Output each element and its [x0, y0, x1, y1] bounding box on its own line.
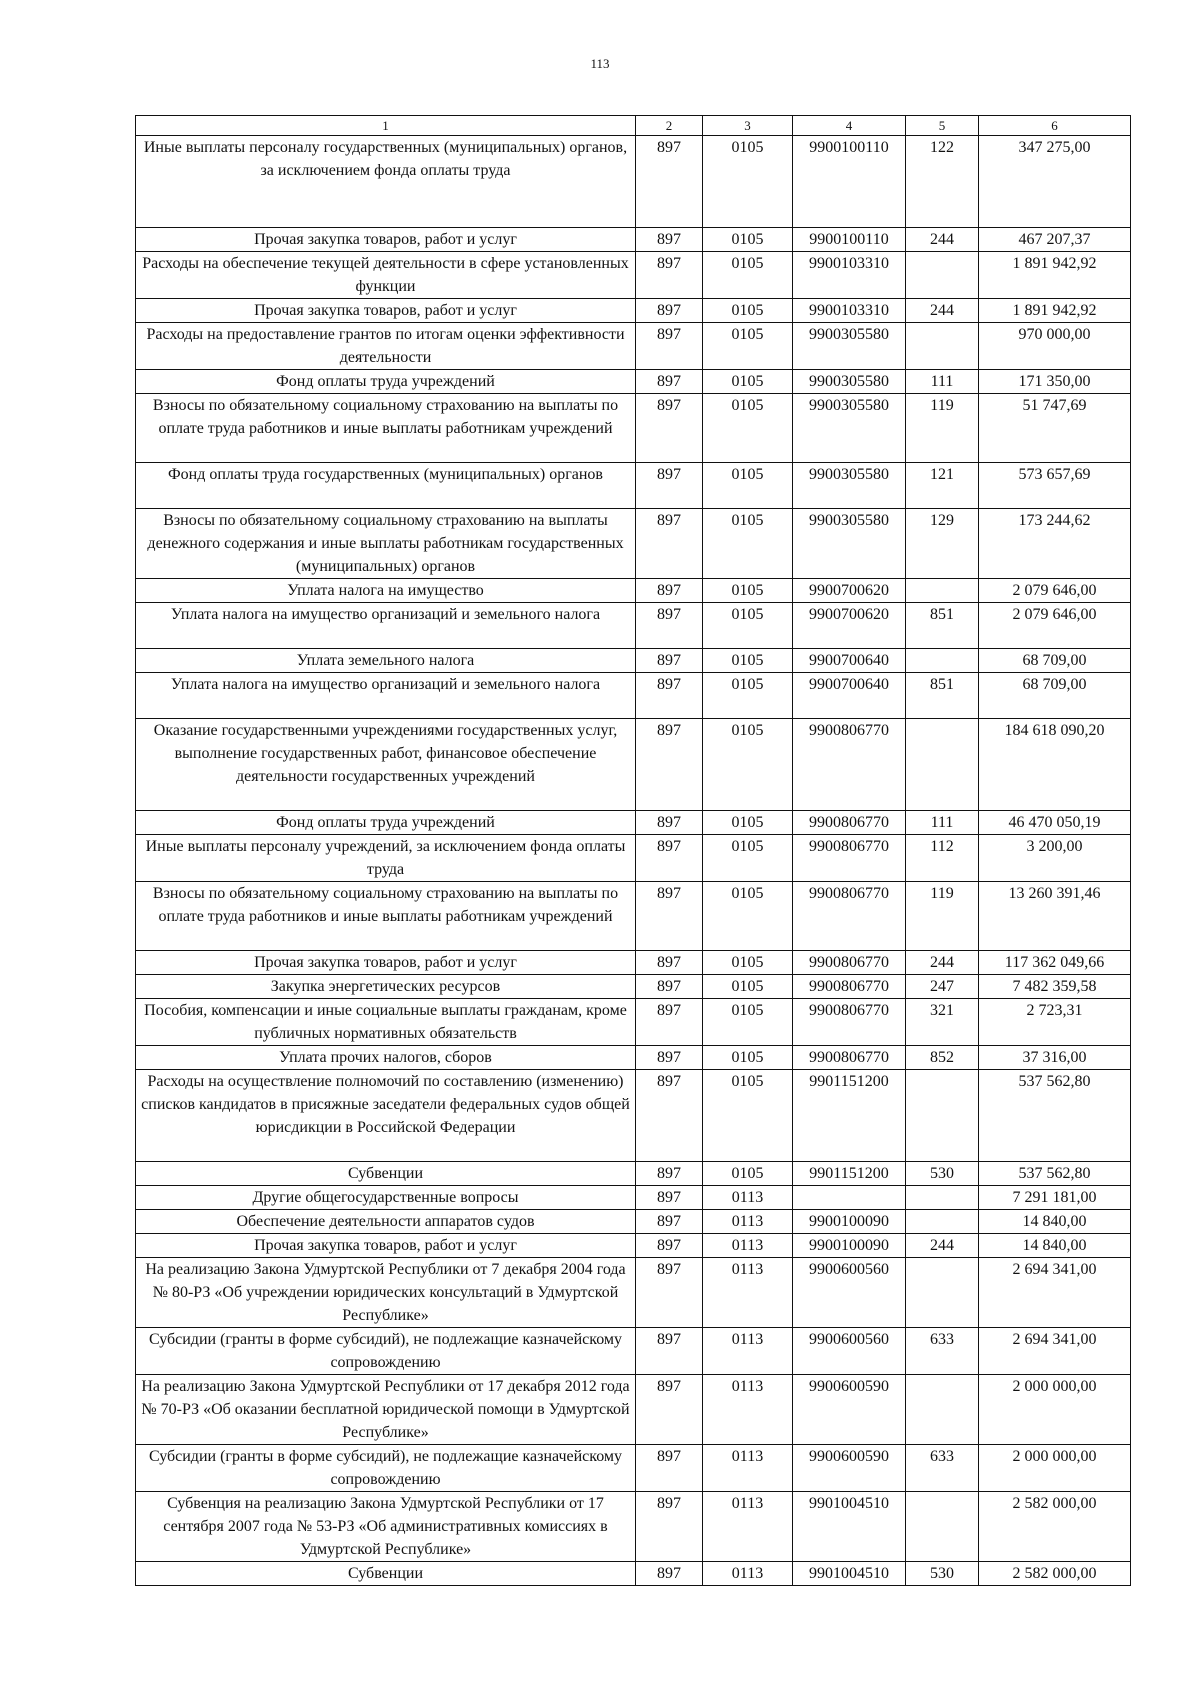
section-code: 0105 [703, 673, 793, 719]
table-row [136, 1210, 1131, 1234]
table-row [136, 252, 1131, 299]
amount: 14 840,00 [979, 1234, 1131, 1258]
section-code: 0105 [703, 579, 793, 603]
ministry-code: 897 [636, 228, 703, 252]
amount: 2 079 646,00 [979, 579, 1131, 603]
section-code: 0113 [703, 1186, 793, 1210]
table-row [136, 1046, 1131, 1070]
target-article-code: 9900700640 [793, 649, 906, 673]
table-row [136, 323, 1131, 370]
table-row [136, 1258, 1131, 1328]
target-article-code: 9900305580 [793, 509, 906, 579]
ministry-code: 897 [636, 1234, 703, 1258]
expense-name: Субсидии (гранты в форме субсидий), не подлежащие казначейскому сопровождению [136, 1328, 636, 1375]
table-row [136, 1492, 1131, 1562]
expense-type-code: 121 [906, 463, 979, 509]
expense-type-code [906, 1375, 979, 1445]
expense-type-code [906, 323, 979, 370]
target-article-code: 9900100090 [793, 1210, 906, 1234]
target-article-code: 9900806770 [793, 882, 906, 951]
section-code: 0113 [703, 1328, 793, 1375]
expense-type-code [906, 649, 979, 673]
ministry-code: 897 [636, 463, 703, 509]
section-code: 0113 [703, 1562, 793, 1586]
table-row [136, 719, 1131, 811]
ministry-code: 897 [636, 579, 703, 603]
header-col-6: 6 [979, 116, 1131, 136]
amount: 537 562,80 [979, 1070, 1131, 1162]
section-code: 0105 [703, 1046, 793, 1070]
header-col-3: 3 [703, 116, 793, 136]
ministry-code: 897 [636, 1258, 703, 1328]
table-row [136, 136, 1131, 228]
expense-name: Субвенция на реализацию Закона Удмуртской Республики от 17 сентября 2007 года № 53-РЗ «Об административных комиссиях в Удмуртской Республике» [136, 1492, 636, 1562]
amount: 51 747,69 [979, 394, 1131, 463]
target-article-code: 9900305580 [793, 394, 906, 463]
target-article-code: 9900806770 [793, 811, 906, 835]
amount: 184 618 090,20 [979, 719, 1131, 811]
section-code: 0113 [703, 1445, 793, 1492]
expense-type-code: 244 [906, 1234, 979, 1258]
section-code: 0105 [703, 136, 793, 228]
expense-type-code [906, 1186, 979, 1210]
ministry-code: 897 [636, 811, 703, 835]
expense-type-code [906, 1070, 979, 1162]
target-article-code: 9900305580 [793, 463, 906, 509]
section-code: 0105 [703, 299, 793, 323]
expense-type-code [906, 719, 979, 811]
expense-name: Расходы на осуществление полномочий по составлению (изменению) списков кандидатов в присяжные заседатели федеральных судов общей юрисдикции в Российской Федерации [136, 1070, 636, 1162]
expense-type-code: 633 [906, 1328, 979, 1375]
expense-type-code: 633 [906, 1445, 979, 1492]
ministry-code: 897 [636, 835, 703, 882]
expense-name: Субсидии (гранты в форме субсидий), не подлежащие казначейскому сопровождению [136, 1445, 636, 1492]
ministry-code: 897 [636, 1562, 703, 1586]
expense-type-code: 244 [906, 299, 979, 323]
expense-name: Субвенции [136, 1562, 636, 1586]
header-col-2: 2 [636, 116, 703, 136]
table-row [136, 603, 1131, 649]
table-row [136, 649, 1131, 673]
ministry-code: 897 [636, 1328, 703, 1375]
target-article-code: 9900600590 [793, 1445, 906, 1492]
amount: 1 891 942,92 [979, 252, 1131, 299]
section-code: 0105 [703, 999, 793, 1046]
ministry-code: 897 [636, 975, 703, 999]
section-code: 0105 [703, 835, 793, 882]
expense-type-code: 129 [906, 509, 979, 579]
ministry-code: 897 [636, 882, 703, 951]
expense-type-code [906, 579, 979, 603]
section-code: 0105 [703, 463, 793, 509]
target-article-code: 9900103310 [793, 299, 906, 323]
ministry-code: 897 [636, 1186, 703, 1210]
amount: 573 657,69 [979, 463, 1131, 509]
target-article-code: 9900100110 [793, 228, 906, 252]
expense-type-code: 119 [906, 882, 979, 951]
table-row [136, 1070, 1131, 1162]
expense-type-code: 244 [906, 228, 979, 252]
section-code: 0105 [703, 951, 793, 975]
amount: 2 000 000,00 [979, 1375, 1131, 1445]
target-article-code: 9900806770 [793, 999, 906, 1046]
ministry-code: 897 [636, 1070, 703, 1162]
table-row [136, 1162, 1131, 1186]
ministry-code: 897 [636, 1445, 703, 1492]
table-row [136, 951, 1131, 975]
expense-type-code: 851 [906, 603, 979, 649]
section-code: 0105 [703, 811, 793, 835]
target-article-code [793, 1186, 906, 1210]
amount: 537 562,80 [979, 1162, 1131, 1186]
expense-type-code [906, 1258, 979, 1328]
expense-type-code [906, 1492, 979, 1562]
amount: 46 470 050,19 [979, 811, 1131, 835]
target-article-code: 9900103310 [793, 252, 906, 299]
amount: 970 000,00 [979, 323, 1131, 370]
expense-type-code: 851 [906, 673, 979, 719]
target-article-code: 9901151200 [793, 1070, 906, 1162]
expense-name: Уплата прочих налогов, сборов [136, 1046, 636, 1070]
expense-type-code: 321 [906, 999, 979, 1046]
expense-name: Уплата земельного налога [136, 649, 636, 673]
table-row [136, 1186, 1131, 1210]
section-code: 0105 [703, 649, 793, 673]
amount: 7 291 181,00 [979, 1186, 1131, 1210]
target-article-code: 9900100110 [793, 136, 906, 228]
target-article-code: 9900806770 [793, 835, 906, 882]
table-row [136, 1445, 1131, 1492]
expense-type-code: 244 [906, 951, 979, 975]
expense-name: Пособия, компенсации и иные социальные выплаты гражданам, кроме публичных нормативных обязательств [136, 999, 636, 1046]
section-code: 0105 [703, 323, 793, 370]
table-row [136, 463, 1131, 509]
amount: 2 694 341,00 [979, 1258, 1131, 1328]
target-article-code: 9900806770 [793, 951, 906, 975]
target-article-code: 9901004510 [793, 1492, 906, 1562]
expense-type-code: 247 [906, 975, 979, 999]
target-article-code: 9900700620 [793, 603, 906, 649]
amount: 2 582 000,00 [979, 1562, 1131, 1586]
section-code: 0105 [703, 228, 793, 252]
expense-type-code: 112 [906, 835, 979, 882]
expense-type-code [906, 252, 979, 299]
expense-name: Взносы по обязательному социальному страхованию на выплаты денежного содержания и иные выплаты работникам государственных (муниципальных) органов [136, 509, 636, 579]
table-row [136, 975, 1131, 999]
table-row [136, 999, 1131, 1046]
expense-name: Прочая закупка товаров, работ и услуг [136, 1234, 636, 1258]
expense-name: На реализацию Закона Удмуртской Республики от 17 декабря 2012 года № 70-РЗ «Об оказании бесплатной юридической помощи в Удмуртской Республике» [136, 1375, 636, 1445]
section-code: 0105 [703, 1162, 793, 1186]
table-body [136, 136, 1131, 1586]
amount: 68 709,00 [979, 649, 1131, 673]
target-article-code: 9900100090 [793, 1234, 906, 1258]
expense-name: Расходы на обеспечение текущей деятельности в сфере установленных функции [136, 252, 636, 299]
amount: 117 362 049,66 [979, 951, 1131, 975]
ministry-code: 897 [636, 136, 703, 228]
section-code: 0113 [703, 1234, 793, 1258]
expense-name: Расходы на предоставление грантов по итогам оценки эффективности деятельности [136, 323, 636, 370]
ministry-code: 897 [636, 1210, 703, 1234]
header-row [136, 116, 1131, 136]
amount: 3 200,00 [979, 835, 1131, 882]
section-code: 0113 [703, 1210, 793, 1234]
expense-name: Фонд оплаты труда учреждений [136, 370, 636, 394]
amount: 2 000 000,00 [979, 1445, 1131, 1492]
page-number: 113 [590, 56, 610, 71]
ministry-code: 897 [636, 999, 703, 1046]
table-row [136, 1234, 1131, 1258]
section-code: 0105 [703, 509, 793, 579]
target-article-code: 9900600560 [793, 1258, 906, 1328]
expense-name: Прочая закупка товаров, работ и услуг [136, 299, 636, 323]
expense-type-code: 122 [906, 136, 979, 228]
expense-type-code: 119 [906, 394, 979, 463]
amount: 37 316,00 [979, 1046, 1131, 1070]
amount: 2 694 341,00 [979, 1328, 1131, 1375]
expense-type-code: 852 [906, 1046, 979, 1070]
amount: 7 482 359,58 [979, 975, 1131, 999]
target-article-code: 9900600590 [793, 1375, 906, 1445]
amount: 347 275,00 [979, 136, 1131, 228]
expense-name: Оказание государственными учреждениями государственных услуг, выполнение государственных работ, финансовое обеспечение деятельности государственных учреждений [136, 719, 636, 811]
table-row [136, 394, 1131, 463]
expense-name: Взносы по обязательному социальному страхованию на выплаты по оплате труда работников и иные выплаты работникам учреждений [136, 394, 636, 463]
ministry-code: 897 [636, 719, 703, 811]
section-code: 0105 [703, 975, 793, 999]
amount: 2 582 000,00 [979, 1492, 1131, 1562]
amount: 467 207,37 [979, 228, 1131, 252]
target-article-code: 9900806770 [793, 719, 906, 811]
ministry-code: 897 [636, 603, 703, 649]
section-code: 0105 [703, 394, 793, 463]
expense-type-code: 111 [906, 370, 979, 394]
section-code: 0105 [703, 603, 793, 649]
target-article-code: 9900700620 [793, 579, 906, 603]
section-code: 0105 [703, 252, 793, 299]
expense-type-code: 530 [906, 1162, 979, 1186]
amount: 14 840,00 [979, 1210, 1131, 1234]
section-code: 0113 [703, 1375, 793, 1445]
ministry-code: 897 [636, 370, 703, 394]
expense-name: Субвенции [136, 1162, 636, 1186]
table-row [136, 1375, 1131, 1445]
table-row [136, 299, 1131, 323]
expense-type-code: 111 [906, 811, 979, 835]
header-col-4: 4 [793, 116, 906, 136]
amount: 2 079 646,00 [979, 603, 1131, 649]
expense-name: Уплата налога на имущество организаций и земельного налога [136, 603, 636, 649]
target-article-code: 9900305580 [793, 370, 906, 394]
section-code: 0113 [703, 1492, 793, 1562]
expense-name: Иные выплаты персоналу учреждений, за исключением фонда оплаты труда [136, 835, 636, 882]
target-article-code: 9901004510 [793, 1562, 906, 1586]
table-row [136, 811, 1131, 835]
ministry-code: 897 [636, 1492, 703, 1562]
expense-name: Уплата налога на имущество организаций и земельного налога [136, 673, 636, 719]
section-code: 0105 [703, 1070, 793, 1162]
amount: 68 709,00 [979, 673, 1131, 719]
table-row [136, 1328, 1131, 1375]
expense-name: Фонд оплаты труда учреждений [136, 811, 636, 835]
amount: 1 891 942,92 [979, 299, 1131, 323]
ministry-code: 897 [636, 509, 703, 579]
table-header [136, 116, 1131, 136]
amount: 171 350,00 [979, 370, 1131, 394]
ministry-code: 897 [636, 323, 703, 370]
expense-name: Фонд оплаты труда государственных (муниципальных) органов [136, 463, 636, 509]
table-row [136, 882, 1131, 951]
target-article-code: 9900700640 [793, 673, 906, 719]
target-article-code: 9900806770 [793, 975, 906, 999]
target-article-code: 9900806770 [793, 1046, 906, 1070]
table-row [136, 509, 1131, 579]
amount: 13 260 391,46 [979, 882, 1131, 951]
table-row [136, 228, 1131, 252]
expense-type-code: 530 [906, 1562, 979, 1586]
header-col-1: 1 [136, 116, 636, 136]
ministry-code: 897 [636, 1046, 703, 1070]
expense-type-code [906, 1210, 979, 1234]
ministry-code: 897 [636, 649, 703, 673]
ministry-code: 897 [636, 299, 703, 323]
table-row [136, 370, 1131, 394]
target-article-code: 9901151200 [793, 1162, 906, 1186]
expense-name: Взносы по обязательному социальному страхованию на выплаты по оплате труда работников и иные выплаты работникам учреждений [136, 882, 636, 951]
expense-name: Закупка энергетических ресурсов [136, 975, 636, 999]
budget-table [135, 115, 1131, 1586]
target-article-code: 9900305580 [793, 323, 906, 370]
ministry-code: 897 [636, 1162, 703, 1186]
section-code: 0105 [703, 370, 793, 394]
header-col-5: 5 [906, 116, 979, 136]
expense-name: Другие общегосударственные вопросы [136, 1186, 636, 1210]
table-row [136, 579, 1131, 603]
expense-name: Иные выплаты персоналу государственных (муниципальных) органов, за исключением фонда оплаты труда [136, 136, 636, 228]
expense-name: Прочая закупка товаров, работ и услуг [136, 951, 636, 975]
section-code: 0105 [703, 719, 793, 811]
table-row [136, 673, 1131, 719]
expense-name: На реализацию Закона Удмуртской Республики от 7 декабря 2004 года № 80-РЗ «Об учреждении юридических консультаций в Удмуртской Республике» [136, 1258, 636, 1328]
ministry-code: 897 [636, 394, 703, 463]
amount: 173 244,62 [979, 509, 1131, 579]
ministry-code: 897 [636, 252, 703, 299]
expense-name: Обеспечение деятельности аппаратов судов [136, 1210, 636, 1234]
section-code: 0113 [703, 1258, 793, 1328]
expense-name: Уплата налога на имущество [136, 579, 636, 603]
ministry-code: 897 [636, 951, 703, 975]
ministry-code: 897 [636, 1375, 703, 1445]
ministry-code: 897 [636, 673, 703, 719]
target-article-code: 9900600560 [793, 1328, 906, 1375]
expense-name: Прочая закупка товаров, работ и услуг [136, 228, 636, 252]
section-code: 0105 [703, 882, 793, 951]
amount: 2 723,31 [979, 999, 1131, 1046]
table-row [136, 1562, 1131, 1586]
table-row [136, 835, 1131, 882]
